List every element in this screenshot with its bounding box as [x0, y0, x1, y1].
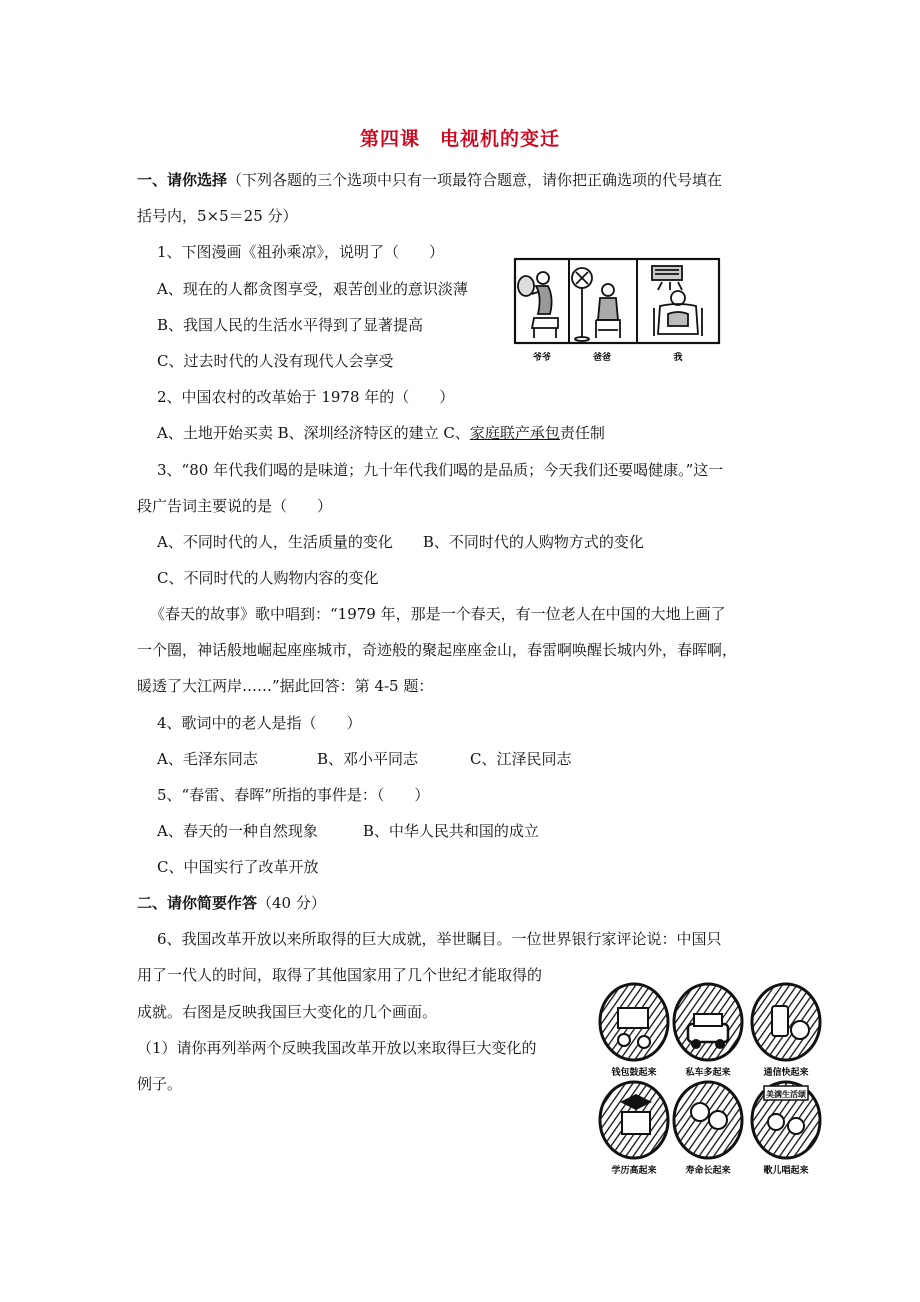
page-title: 第四课 电视机的变迁: [359, 128, 560, 150]
q3-stem-line2: 段广告词主要说的是（ ）: [137, 497, 333, 515]
q1-option-a: A、现在的人都贪图享受，艰苦创业的意识淡薄: [157, 280, 468, 298]
q4-option-b: B、邓小平同志: [317, 750, 419, 768]
section2-heading: 二、请你简要作答: [137, 894, 258, 912]
cartoon-caption-4: 学历高起来: [611, 1166, 657, 1176]
q2-option-c-suffix: 责任制: [559, 424, 605, 442]
q1-option-c: C、过去时代的人没有现代人会享受: [157, 352, 394, 370]
cartoon-caption-3: 通信快起来: [763, 1068, 809, 1078]
section1-line1: [137, 170, 722, 190]
q2-stem: 2、中国农村的改革始于 1978 年的（ ）: [157, 388, 455, 406]
cartoon-faster-communication: [752, 984, 820, 1060]
cartoon-more-private-cars: [674, 984, 742, 1060]
cartoon-higher-education: [600, 1082, 668, 1158]
q2-option-c-underlined: 家庭联产承包: [469, 424, 560, 442]
section2-line: [137, 893, 326, 913]
cartoon-wallet-fuller: [600, 984, 668, 1060]
cartoon-caption-2: 私车多起来: [685, 1068, 731, 1078]
q6-line1: 6、我国改革开放以来所取得的巨大成就，举世瞩目。一位世界银行家评论说：中国只: [157, 930, 722, 948]
cartoon-singing: [752, 1082, 820, 1158]
q4-option-c: C、江泽民同志: [470, 750, 572, 768]
singing-banner: 美满生活颂: [766, 1089, 806, 1099]
q5-option-c: C、中国实行了改革开放: [157, 858, 319, 876]
section1-heading: 一、请你选择: [137, 171, 228, 189]
q6-sub1-line1: （1）请你再列举两个反映我国改革开放以来取得巨大变化的: [137, 1039, 537, 1057]
passage-line3: 暖透了大江两岸……”据此回答：第 4-5 题：: [137, 677, 434, 695]
cartoon-caption-grandfather: 爷爷: [532, 353, 552, 363]
q1-stem: 1、下图漫画《祖孙乘凉》，说明了（ ）: [157, 243, 445, 261]
q2-options: [157, 423, 605, 443]
q3-stem-line1: 3、“80 年代我们喝的是味道；九十年代我们喝的是品质；今天我们还要喝健康。”这一: [157, 461, 724, 479]
q4-stem: 4、歌词中的老人是指（ ）: [157, 714, 362, 732]
cartoon-caption-me: 我: [673, 353, 683, 363]
section1-instruction: （下列各题的三个选项中只有一项最符合题意，请你把正确选项的代号填在: [227, 171, 723, 189]
cartoon-caption-father: 爸爸: [592, 353, 612, 363]
q5-stem: 5、“春雷、春晖”所指的事件是：（ ）: [157, 786, 430, 804]
q4-option-a: A、毛泽东同志: [157, 750, 258, 768]
q2-options-ab: A、土地开始买卖 B、深圳经济特区的建立 C、: [157, 424, 470, 442]
cartoon-longer-life: [674, 1082, 742, 1158]
section2-points: （40 分）: [257, 894, 326, 912]
cartoon-grandfather-father-me: [512, 256, 722, 368]
q1-option-b: B、我国人民的生活水平得到了显著提高: [157, 316, 424, 334]
cartoon-caption-6: 歌儿唱起来: [763, 1166, 809, 1176]
reform-achievements-cartoons: [596, 978, 828, 1178]
q3-option-c: C、不同时代的人购物内容的变化: [157, 569, 379, 587]
q6-sub1-line2: 例子。: [137, 1075, 183, 1093]
cartoon-caption-5: 寿命长起来: [685, 1166, 731, 1176]
passage-line1: 《春天的故事》歌中唱到：“1979 年，那是一个春天，有一位老人在中国的大地上画了: [150, 605, 726, 623]
q3-options-ab: A、不同时代的人，生活质量的变化 B、不同时代的人购物方式的变化: [157, 533, 644, 551]
q6-line3: 成就。右图是反映我国巨大变化的几个画面。: [137, 1003, 438, 1021]
q6-line2: 用了一代人的时间，取得了其他国家用了几个世纪才能取得的: [137, 966, 543, 984]
section1-instruction-cont: 括号内，5×5＝25 分）: [137, 207, 298, 225]
passage-line2: 一个圈，神话般地崛起座座城市，奇迹般的聚起座座金山，春雷啊唤醒长城内外，春晖啊，: [137, 641, 738, 659]
q5-options-ab: A、春天的一种自然现象 B、中华人民共和国的成立: [157, 822, 539, 840]
cartoon-caption-1: 钱包鼓起来: [611, 1068, 657, 1078]
